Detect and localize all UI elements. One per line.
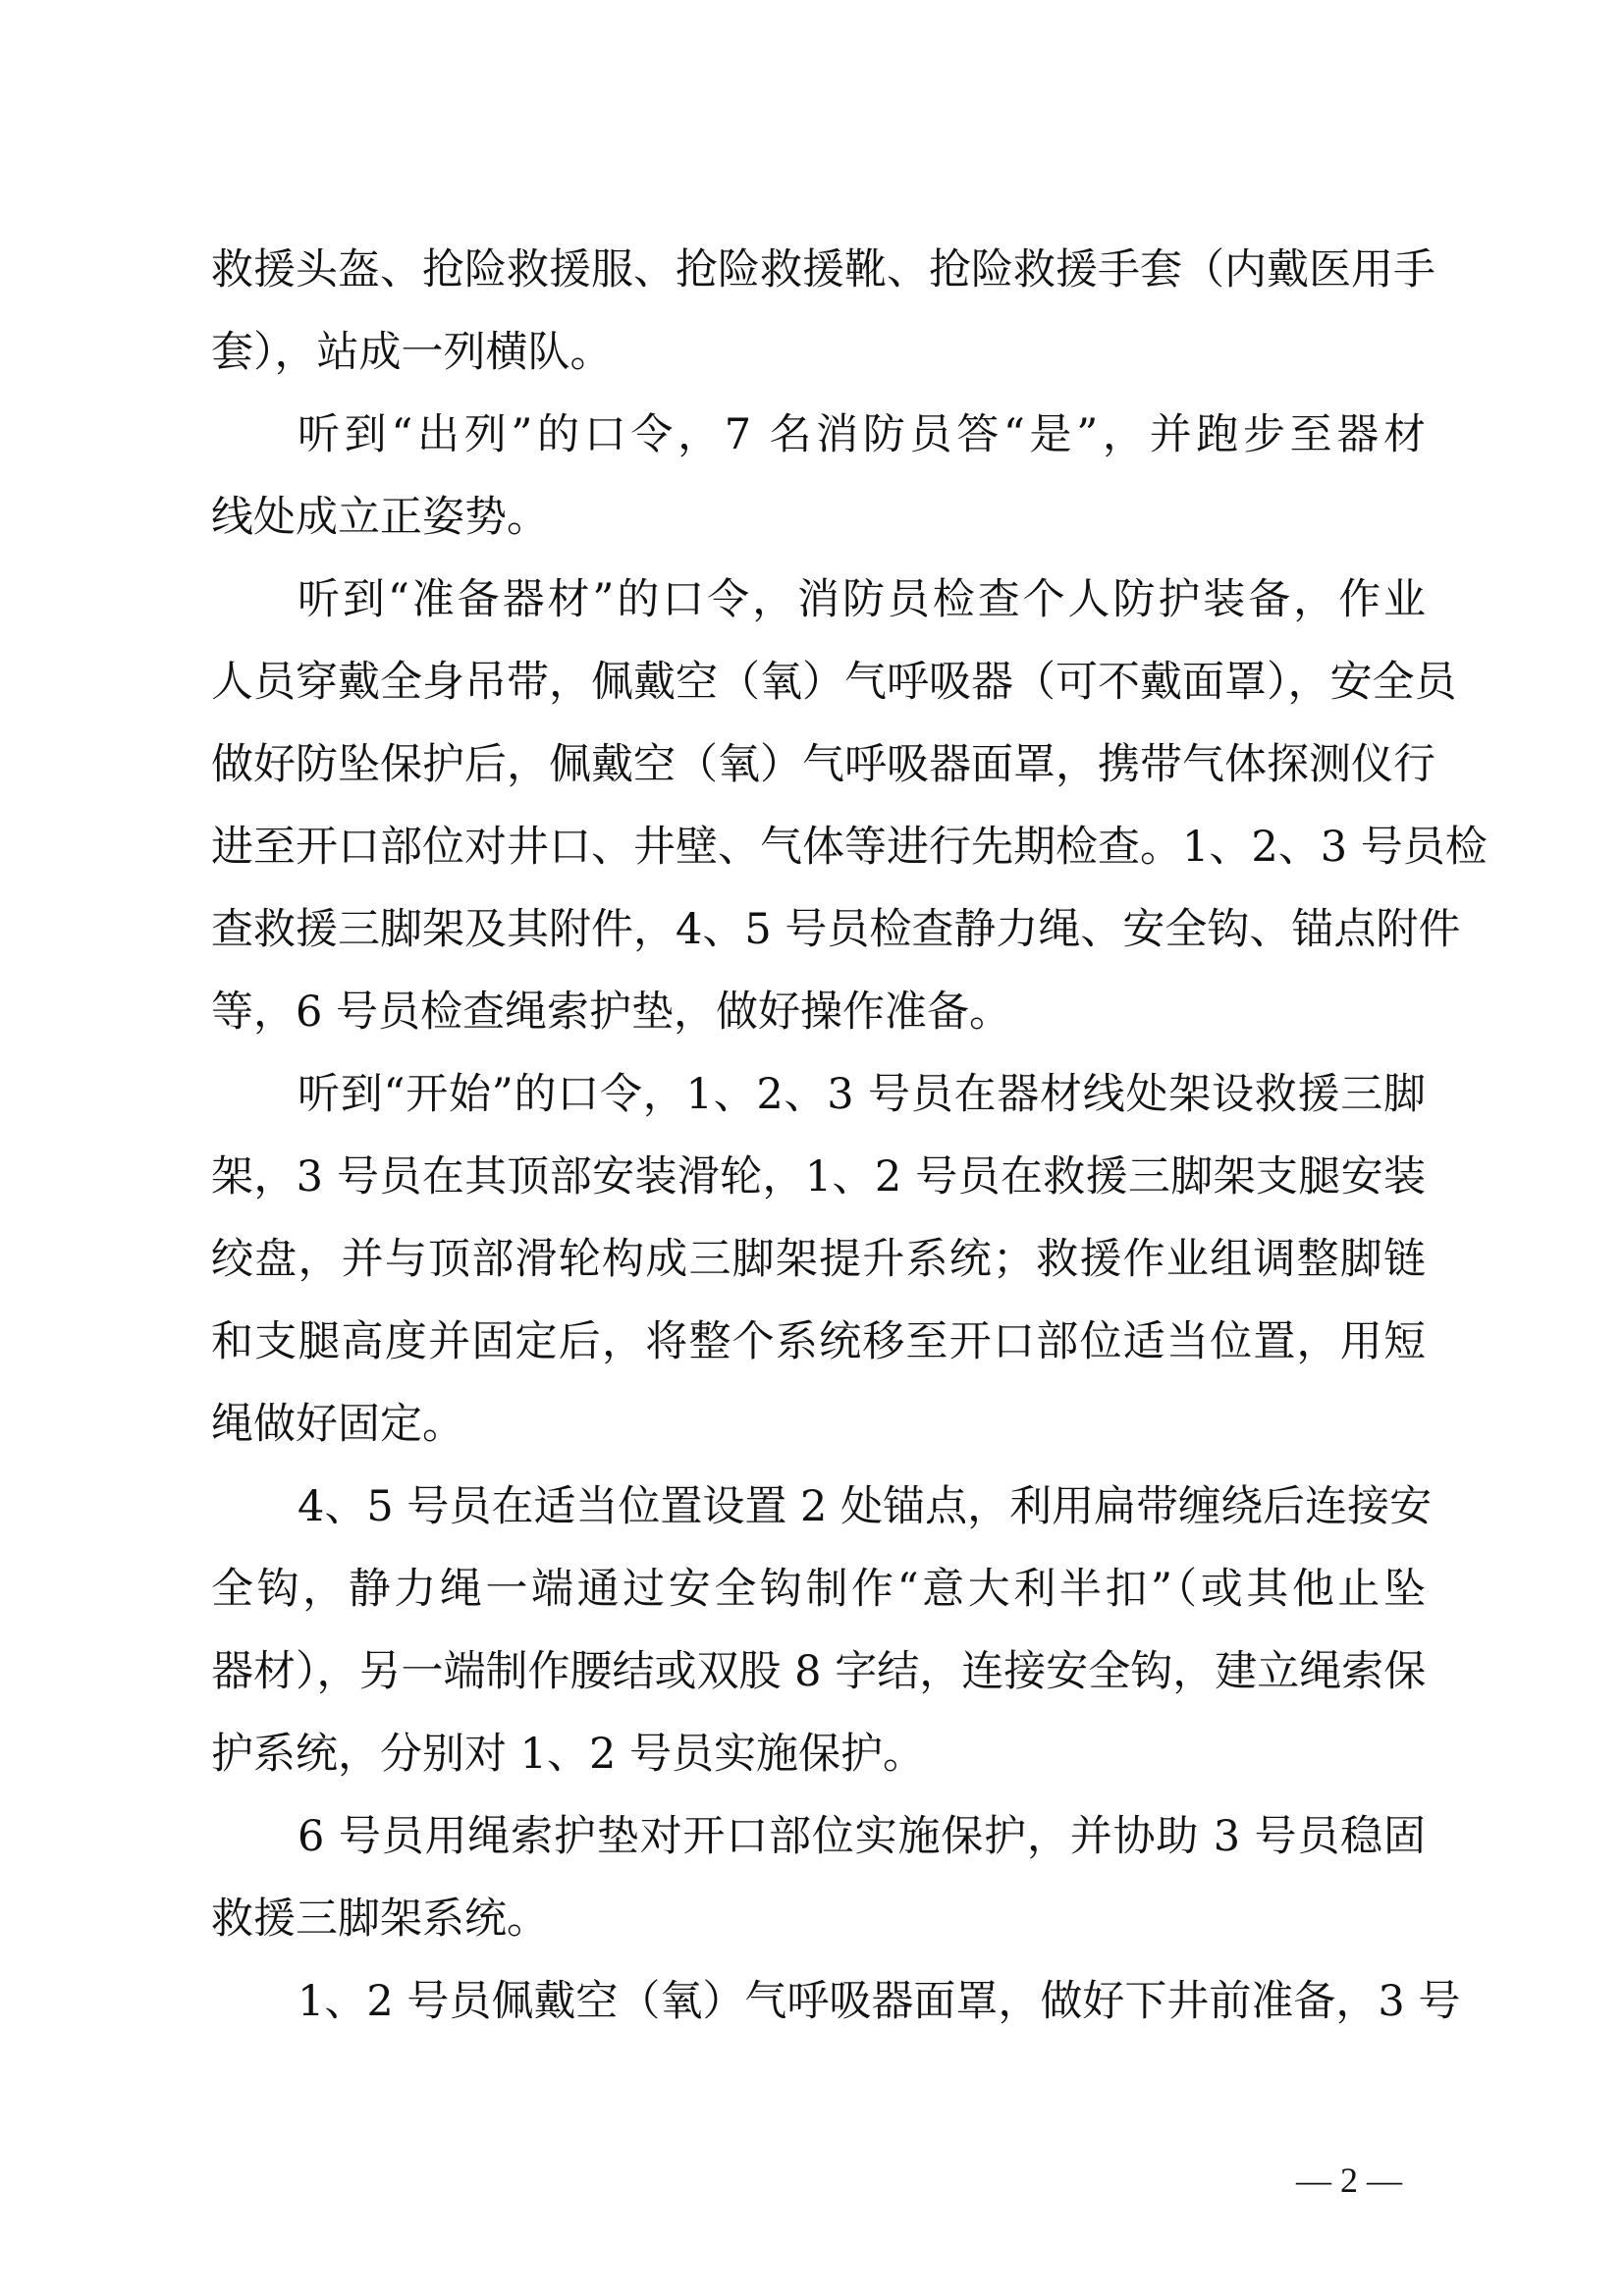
text-line: 套），站成一列横队。: [211, 328, 613, 377]
paragraph: [211, 1053, 1426, 1466]
text-line: 器材），另一端制作腰结或双股 8 字结，连接安全钩，建立绳索保: [211, 1647, 1427, 1696]
text-line: 听到“开始”的口令，1、2、3 号员在器材线处架设救援三脚: [298, 1070, 1426, 1119]
text-line: 线处成立正姿势。: [211, 493, 549, 542]
paragraph: [211, 1466, 1433, 1795]
paragraph: [211, 559, 1488, 1053]
paragraph: [211, 394, 1426, 559]
text-line: 绞盘，并与顶部滑轮构成三脚架提升系统；救援作业组调整脚链: [211, 1235, 1426, 1284]
paragraph: [211, 229, 1435, 394]
text-line: 4、5 号员在适当位置设置 2 处锚点，利用扁带缠绕后连接安: [298, 1482, 1433, 1531]
paragraph: [211, 1795, 1426, 1960]
text-line: 护系统，分别对 1、2 号员实施保护。: [211, 1730, 926, 1779]
text-line: 1、2 号员佩戴空（氧）气呼吸器面罩，做好下井前准备，3 号: [298, 1977, 1461, 2026]
text-line: 进至开口部位对井口、井壁、气体等进行先期检查。1、2、3 号员检: [211, 823, 1488, 872]
text-line: 和支腿高度并固定后，将整个系统移至开口部位适当位置，用短: [211, 1317, 1426, 1366]
text-line: 人员穿戴全身吊带，佩戴空（氧）气呼吸器（可不戴面罩），安全员: [211, 658, 1457, 707]
paragraph: [211, 1960, 1461, 2043]
text-line: 等，6 号员检查绳索护垫，做好操作准备。: [211, 988, 1012, 1037]
text-line: 救援头盔、抢险救援服、抢险救援靴、抢险救援手套（内戴医用手: [211, 245, 1435, 294]
text-line: 6 号员用绳索护垫对开口部位实施保护，并协助 3 号员稳固: [298, 1812, 1426, 1861]
text-line: 查救援三脚架及其附件，4、5 号员检查静力绳、安全钩、锚点附件: [211, 905, 1461, 954]
text-line: 绳做好固定。: [211, 1400, 464, 1449]
text-line: 救援三脚架系统。: [211, 1895, 549, 1944]
text-line: 听到“出列”的口令，7 名消防员答“是”，并跑步至器材: [298, 410, 1426, 459]
text-line: 听到“准备器材”的口令，消防员检查个人防护装备，作业: [298, 575, 1426, 624]
text-line: 全钩，静力绳一端通过安全钩制作“意大利半扣”（或其他止坠: [211, 1565, 1426, 1614]
page-number: — 2 —: [1296, 2161, 1402, 2200]
text-line: 架，3 号员在其顶部安装滑轮，1、2 号员在救援三脚架支腿安装: [211, 1152, 1426, 1201]
document-body: [211, 229, 1488, 2043]
text-line: 做好防坠保护后，佩戴空（氧）气呼吸器面罩，携带气体探测仪行: [211, 740, 1435, 789]
